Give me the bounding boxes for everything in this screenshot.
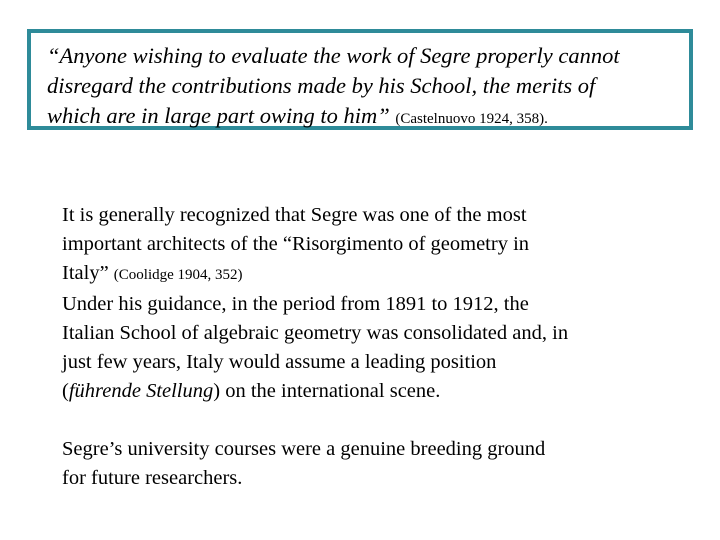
- paragraph-2-line-2: for future researchers.: [62, 467, 243, 489]
- quote-line-2: disregard the contributions made by his School, the merits of: [47, 73, 596, 98]
- paragraph-1-line-4: Under his guidance, in the period from 1891 to 1912, the: [62, 293, 529, 315]
- paragraph-1-line-3: [62, 259, 702, 290]
- body-text: [62, 201, 702, 493]
- paragraph-gap: [62, 406, 702, 435]
- paragraph-1-line-7: [62, 377, 702, 406]
- quote-line-1: “Anyone wishing to evaluate the work of Segre properly cannot: [47, 43, 620, 68]
- paragraph-1-line-5: Italian School of algebraic geometry was consolidated and, in: [62, 322, 569, 344]
- paragraph-1-line-7-rest: ) on the international scene.: [213, 380, 441, 402]
- quote-line-3: which are in large part owing to him”: [47, 103, 390, 128]
- coolidge-citation: (Coolidge 1904, 352): [113, 267, 243, 283]
- quote-citation: (Castelnuovo 1924, 358).: [395, 111, 548, 127]
- paragraph-1-line-6: just few years, Italy would assume a leading position: [62, 351, 497, 373]
- quote-box: [27, 29, 693, 130]
- paragraph-2-line-1: Segre’s university courses were a genuine breeding ground: [62, 438, 546, 460]
- quote-text: [47, 41, 681, 134]
- paragraph-1-line-2: important architects of the “Risorgimento of geometry in: [62, 233, 530, 255]
- italy-text: Italy”: [62, 262, 109, 284]
- paren-open: (: [62, 380, 69, 402]
- paragraph-1-line-1: It is generally recognized that Segre was one of the most: [62, 204, 527, 226]
- fuhrende-stellung-text: führende Stellung: [68, 380, 214, 402]
